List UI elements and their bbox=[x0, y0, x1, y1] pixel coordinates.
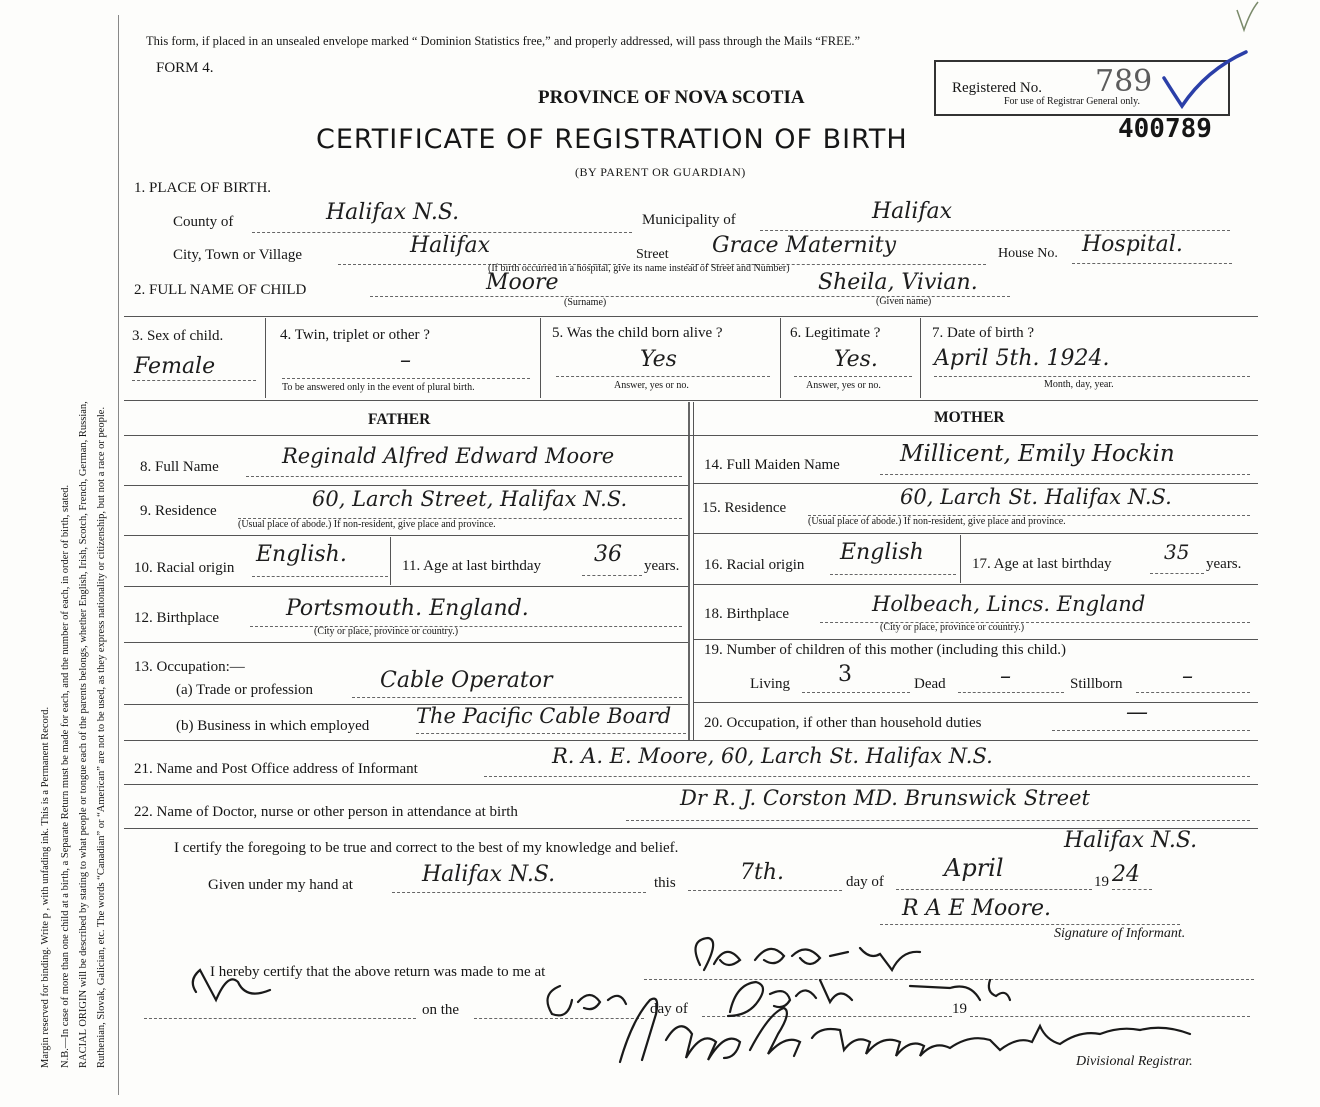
mother-occupation-value: — bbox=[1126, 700, 1148, 725]
margin-note-multiple-births: N.B.—In case of more than one child at a birth, a Separate Return must be made for each, and the number of each, in order of birth, stated. bbox=[60, 484, 71, 1068]
registrar-on-the-label: on the bbox=[422, 1002, 460, 1018]
margin-note-racial-origin-cont: Ruthenian, Slovak, Galician, etc. The words “Canadian” or “American” are not to be used, as they express nationality or citizenship, but not a race or people. bbox=[96, 406, 107, 1068]
registered-label: Registered No. bbox=[952, 80, 1042, 96]
father-age-years: years. bbox=[644, 558, 680, 574]
form-number: FORM 4. bbox=[156, 60, 214, 76]
doctor-label: 22. Name of Doctor, nurse or other person in attendance at birth bbox=[134, 804, 518, 820]
twin-note: To be answered only in the event of plural birth. bbox=[282, 382, 475, 393]
twin-value: – bbox=[400, 348, 411, 373]
alive-label: 5. Was the child born alive ? bbox=[552, 325, 723, 341]
dead-value: – bbox=[1000, 664, 1011, 689]
registrar-use-note: For use of Registrar General only. bbox=[1004, 96, 1140, 107]
county-label: County of bbox=[173, 214, 234, 230]
father-birthplace-value: Portsmouth. England. bbox=[286, 596, 529, 621]
legitimate-value: Yes. bbox=[834, 347, 878, 372]
mother-birthplace-label: 18. Birthplace bbox=[704, 606, 789, 622]
father-age-value: 36 bbox=[594, 542, 622, 567]
father-trade-label: (a) Trade or profession bbox=[176, 682, 314, 698]
registrar-handwriting bbox=[180, 930, 1240, 1080]
mother-name-label: 14. Full Maiden Name bbox=[704, 457, 840, 473]
living-label: Living bbox=[750, 676, 790, 692]
registered-number: 789 bbox=[1095, 64, 1153, 99]
margin-note-racial-origin: RACIAL ORIGIN will be described by stating to what people or tongue each of the parents belongs, whether English, Irish, Scotch, French, German, Russian, bbox=[78, 401, 89, 1068]
city-value: Halifax bbox=[410, 233, 491, 258]
county-value: Halifax N.S. bbox=[326, 200, 460, 225]
father-racial-value: English. bbox=[256, 542, 347, 567]
father-birthplace-label: 12. Birthplace bbox=[134, 610, 219, 626]
alive-note: Answer, yes or no. bbox=[614, 380, 689, 391]
child-given-name: Sheila, Vivian. bbox=[818, 270, 978, 295]
dob-value: April 5th. 1924. bbox=[934, 346, 1110, 371]
mail-notice: This form, if placed in an unsealed envelope marked “ Dominion Statistics free,” and properly addressed, will pass through the Mails “FREE.” bbox=[146, 34, 861, 48]
registrar-day-of-label: day of bbox=[650, 1001, 688, 1017]
municipality-label: Municipality of bbox=[642, 212, 736, 228]
father-residence-note: (Usual place of abode.) If non-resident, give place and province. bbox=[238, 519, 496, 530]
margin-note-binding: Margin reserved for binding. Write p , with unfading ink. This is a Permanent Record. bbox=[40, 706, 51, 1068]
day-of-label: day of bbox=[846, 874, 884, 890]
legitimate-note: Answer, yes or no. bbox=[806, 380, 881, 391]
legitimate-label: 6. Legitimate ? bbox=[790, 325, 881, 341]
doctor-value-cont: Halifax N.S. bbox=[1064, 828, 1198, 853]
mother-residence-label: 15. Residence bbox=[702, 500, 787, 516]
certify-place: Halifax N.S. bbox=[422, 862, 556, 887]
father-residence-label: 9. Residence bbox=[140, 503, 217, 519]
place-of-birth-heading: 1. PLACE OF BIRTH. bbox=[134, 180, 272, 196]
mother-age-label: 17. Age at last birthday bbox=[972, 556, 1112, 572]
mother-racial-value: English bbox=[840, 540, 924, 565]
mother-name-value: Millicent, Emily Hockin bbox=[900, 441, 1175, 467]
mother-age-years: years. bbox=[1206, 556, 1242, 572]
mother-racial-label: 16. Racial origin bbox=[704, 557, 805, 573]
mother-heading: MOTHER bbox=[934, 409, 1005, 426]
informant-signature-label: Signature of Informant. bbox=[1054, 926, 1186, 941]
registrar-signature-label: Divisional Registrar. bbox=[1076, 1054, 1193, 1069]
mother-birthplace-note: (City or place, province or country.) bbox=[880, 622, 1025, 633]
informant-label: 21. Name and Post Office address of Informant bbox=[134, 761, 418, 777]
stillborn-value: – bbox=[1182, 664, 1193, 689]
dob-label: 7. Date of birth ? bbox=[932, 325, 1035, 341]
certificate-title: CERTIFICATE OF REGISTRATION OF BIRTH bbox=[316, 124, 908, 155]
child-surname: Moore bbox=[486, 270, 559, 295]
father-occupation-label: 13. Occupation:— bbox=[134, 659, 245, 675]
father-birthplace-note: (City or place, province or country.) bbox=[314, 626, 459, 637]
mother-residence-note: (Usual place of abode.) If non-resident, give place and province. bbox=[808, 516, 1066, 527]
living-value: 3 bbox=[838, 662, 852, 687]
mother-children-label: 19. Number of children of this mother (including this child.) bbox=[704, 642, 1067, 658]
father-residence-value: 60, Larch Street, Halifax N.S. bbox=[312, 487, 628, 511]
mother-birthplace-value: Holbeach, Lincs. England bbox=[872, 592, 1146, 616]
alive-value: Yes bbox=[640, 347, 677, 372]
city-label: City, Town or Village bbox=[173, 247, 303, 263]
blue-checkmark bbox=[1160, 48, 1250, 113]
father-name-value: Reginald Alfred Edward Moore bbox=[282, 444, 615, 468]
informant-signature: R A E Moore. bbox=[902, 896, 1052, 921]
mother-occupation-label: 20. Occupation, if other than household duties bbox=[704, 715, 982, 731]
this-label: this bbox=[654, 875, 676, 891]
child-name-label: 2. FULL NAME OF CHILD bbox=[134, 282, 307, 298]
certify-statement: I certify the foregoing to be true and correct to the best of my knowledge and belief. bbox=[174, 840, 679, 856]
municipality-value: Halifax bbox=[872, 199, 953, 224]
father-trade-value: Cable Operator bbox=[380, 668, 553, 693]
father-business-label: (b) Business in which employed bbox=[176, 718, 370, 734]
stamped-registration-number: 400789 bbox=[1118, 114, 1212, 144]
surname-caption: (Surname) bbox=[564, 297, 607, 308]
certify-month: April bbox=[944, 854, 1004, 882]
registrar-year-prefix: 19 bbox=[952, 1001, 967, 1017]
twin-label: 4. Twin, triplet or other ? bbox=[280, 327, 430, 343]
father-business-value: The Pacific Cable Board bbox=[416, 704, 672, 728]
stillborn-label: Stillborn bbox=[1070, 676, 1123, 692]
street-label: Street bbox=[636, 247, 669, 262]
sex-value: Female bbox=[134, 354, 216, 379]
certificate-subtitle: (BY PARENT OR GUARDIAN) bbox=[575, 165, 746, 179]
binding-margin-line bbox=[118, 15, 119, 1095]
certify-year-prefix: 19 bbox=[1094, 874, 1109, 890]
house-value: Hospital. bbox=[1082, 232, 1183, 257]
dob-note: Month, day, year. bbox=[1044, 379, 1114, 390]
mother-age-value: 35 bbox=[1164, 540, 1190, 564]
given-name-caption: (Given name) bbox=[876, 296, 932, 307]
province-heading: PROVINCE OF NOVA SCOTIA bbox=[538, 87, 805, 108]
informant-value: R. A. E. Moore, 60, Larch St. Halifax N.S. bbox=[552, 744, 993, 768]
house-label: House No. bbox=[998, 246, 1058, 261]
sex-label: 3. Sex of child. bbox=[132, 328, 224, 344]
father-age-label: 11. Age at last birthday bbox=[402, 558, 541, 574]
given-under-hand-label: Given under my hand at bbox=[208, 877, 353, 893]
street-value: Grace Maternity bbox=[712, 233, 897, 258]
registrar-statement: I hereby certify that the above return was made to me at bbox=[210, 964, 546, 980]
hospital-note: (If birth occurred in a hospital, give its name instead of Street and Number) bbox=[488, 263, 790, 274]
certify-day: 7th. bbox=[740, 860, 784, 885]
father-name-label: 8. Full Name bbox=[140, 459, 219, 475]
father-racial-label: 10. Racial origin bbox=[134, 560, 235, 576]
certify-year-suffix: 24 bbox=[1112, 862, 1140, 887]
father-heading: FATHER bbox=[368, 411, 431, 428]
dead-label: Dead bbox=[914, 676, 946, 692]
doctor-value: Dr R. J. Corston MD. Brunswick Street bbox=[680, 786, 1090, 810]
corner-tick-mark bbox=[1232, 0, 1262, 40]
mother-residence-value: 60, Larch St. Halifax N.S. bbox=[900, 485, 1172, 509]
